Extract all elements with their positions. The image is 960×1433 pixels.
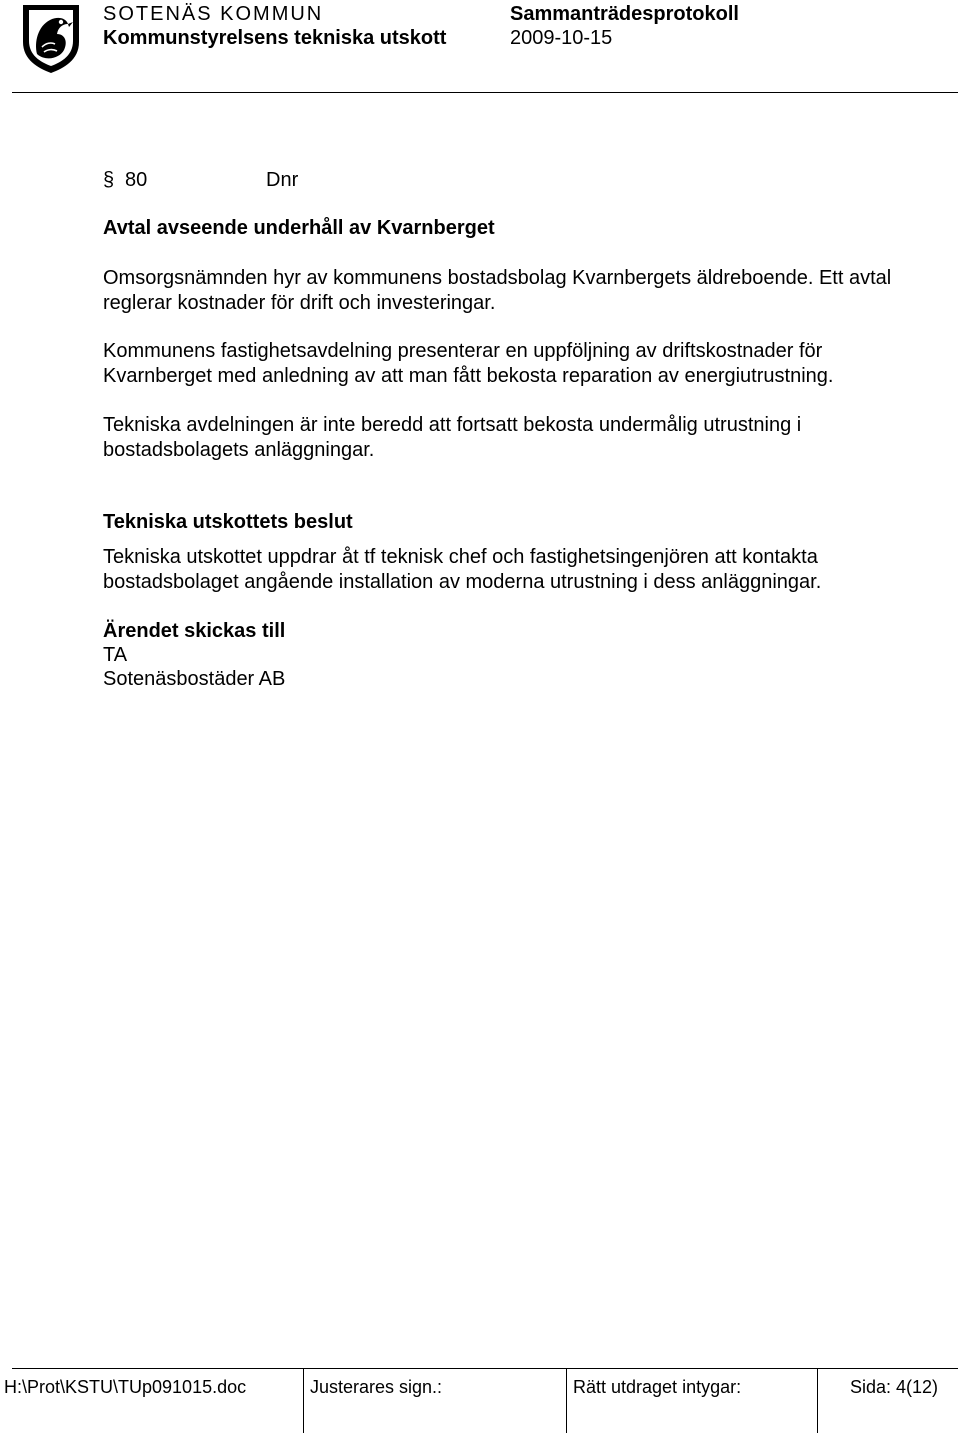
- file-path: H:\Prot\KSTU\TUp091015.doc: [4, 1377, 247, 1397]
- document-type: Sammanträdesprotokoll: [510, 3, 739, 25]
- footer-column-divider: [566, 1368, 567, 1433]
- recipient: TA: [103, 644, 128, 666]
- paragraph-2: Kommunens fastighetsavdelning presenterar en uppföljning av driftskostnader för Kvarnberget med anledning av att man fått bekosta reparation av energiutrustning.: [103, 340, 834, 387]
- certified-label: Rätt utdraget intygar:: [573, 1377, 742, 1397]
- send-to-heading: Ärendet skickas till: [103, 620, 286, 642]
- page-footer: [0, 1367, 960, 1433]
- item-number-row: [103, 166, 299, 194]
- item-title: Avtal avseende underhåll av Kvarnberget: [103, 217, 495, 239]
- municipality-crest-logo: [20, 2, 82, 74]
- item-number: 80: [125, 169, 148, 191]
- paragraph-1: Omsorgsnämnden hyr av kommunens bostadsbolag Kvarnbergets äldreboende. Ett avtal reglerar kostnader för drift och investeringar.: [103, 267, 892, 314]
- decision-heading: Tekniska utskottets beslut: [103, 511, 353, 533]
- footer-column-divider: [303, 1368, 304, 1433]
- footer-column-divider: [817, 1368, 818, 1433]
- decision-text: Tekniska utskottet uppdrar åt tf teknisk chef och fastighetsingenjören att kontakta bostadsbolaget angående installation av moderna utrustning i dess anläggningar.: [103, 546, 822, 593]
- section-symbol: §: [103, 169, 115, 191]
- dnr-label: Dnr: [266, 169, 299, 191]
- paragraph-3: Tekniska avdelningen är inte beredd att fortsatt bekosta undermålig utrustning i bostadsbolagets anläggningar.: [103, 414, 802, 461]
- header-divider: [12, 92, 958, 93]
- organization-name: SOTENÄS KOMMUN: [103, 3, 324, 25]
- recipient: Sotenäsbostäder AB: [103, 668, 286, 690]
- adjust-sign-label: Justerares sign.:: [310, 1377, 443, 1397]
- committee-name: Kommunstyrelsens tekniska utskott: [103, 27, 447, 49]
- page-number: Sida: 4(12): [850, 1377, 939, 1397]
- meeting-date: 2009-10-15: [510, 27, 613, 49]
